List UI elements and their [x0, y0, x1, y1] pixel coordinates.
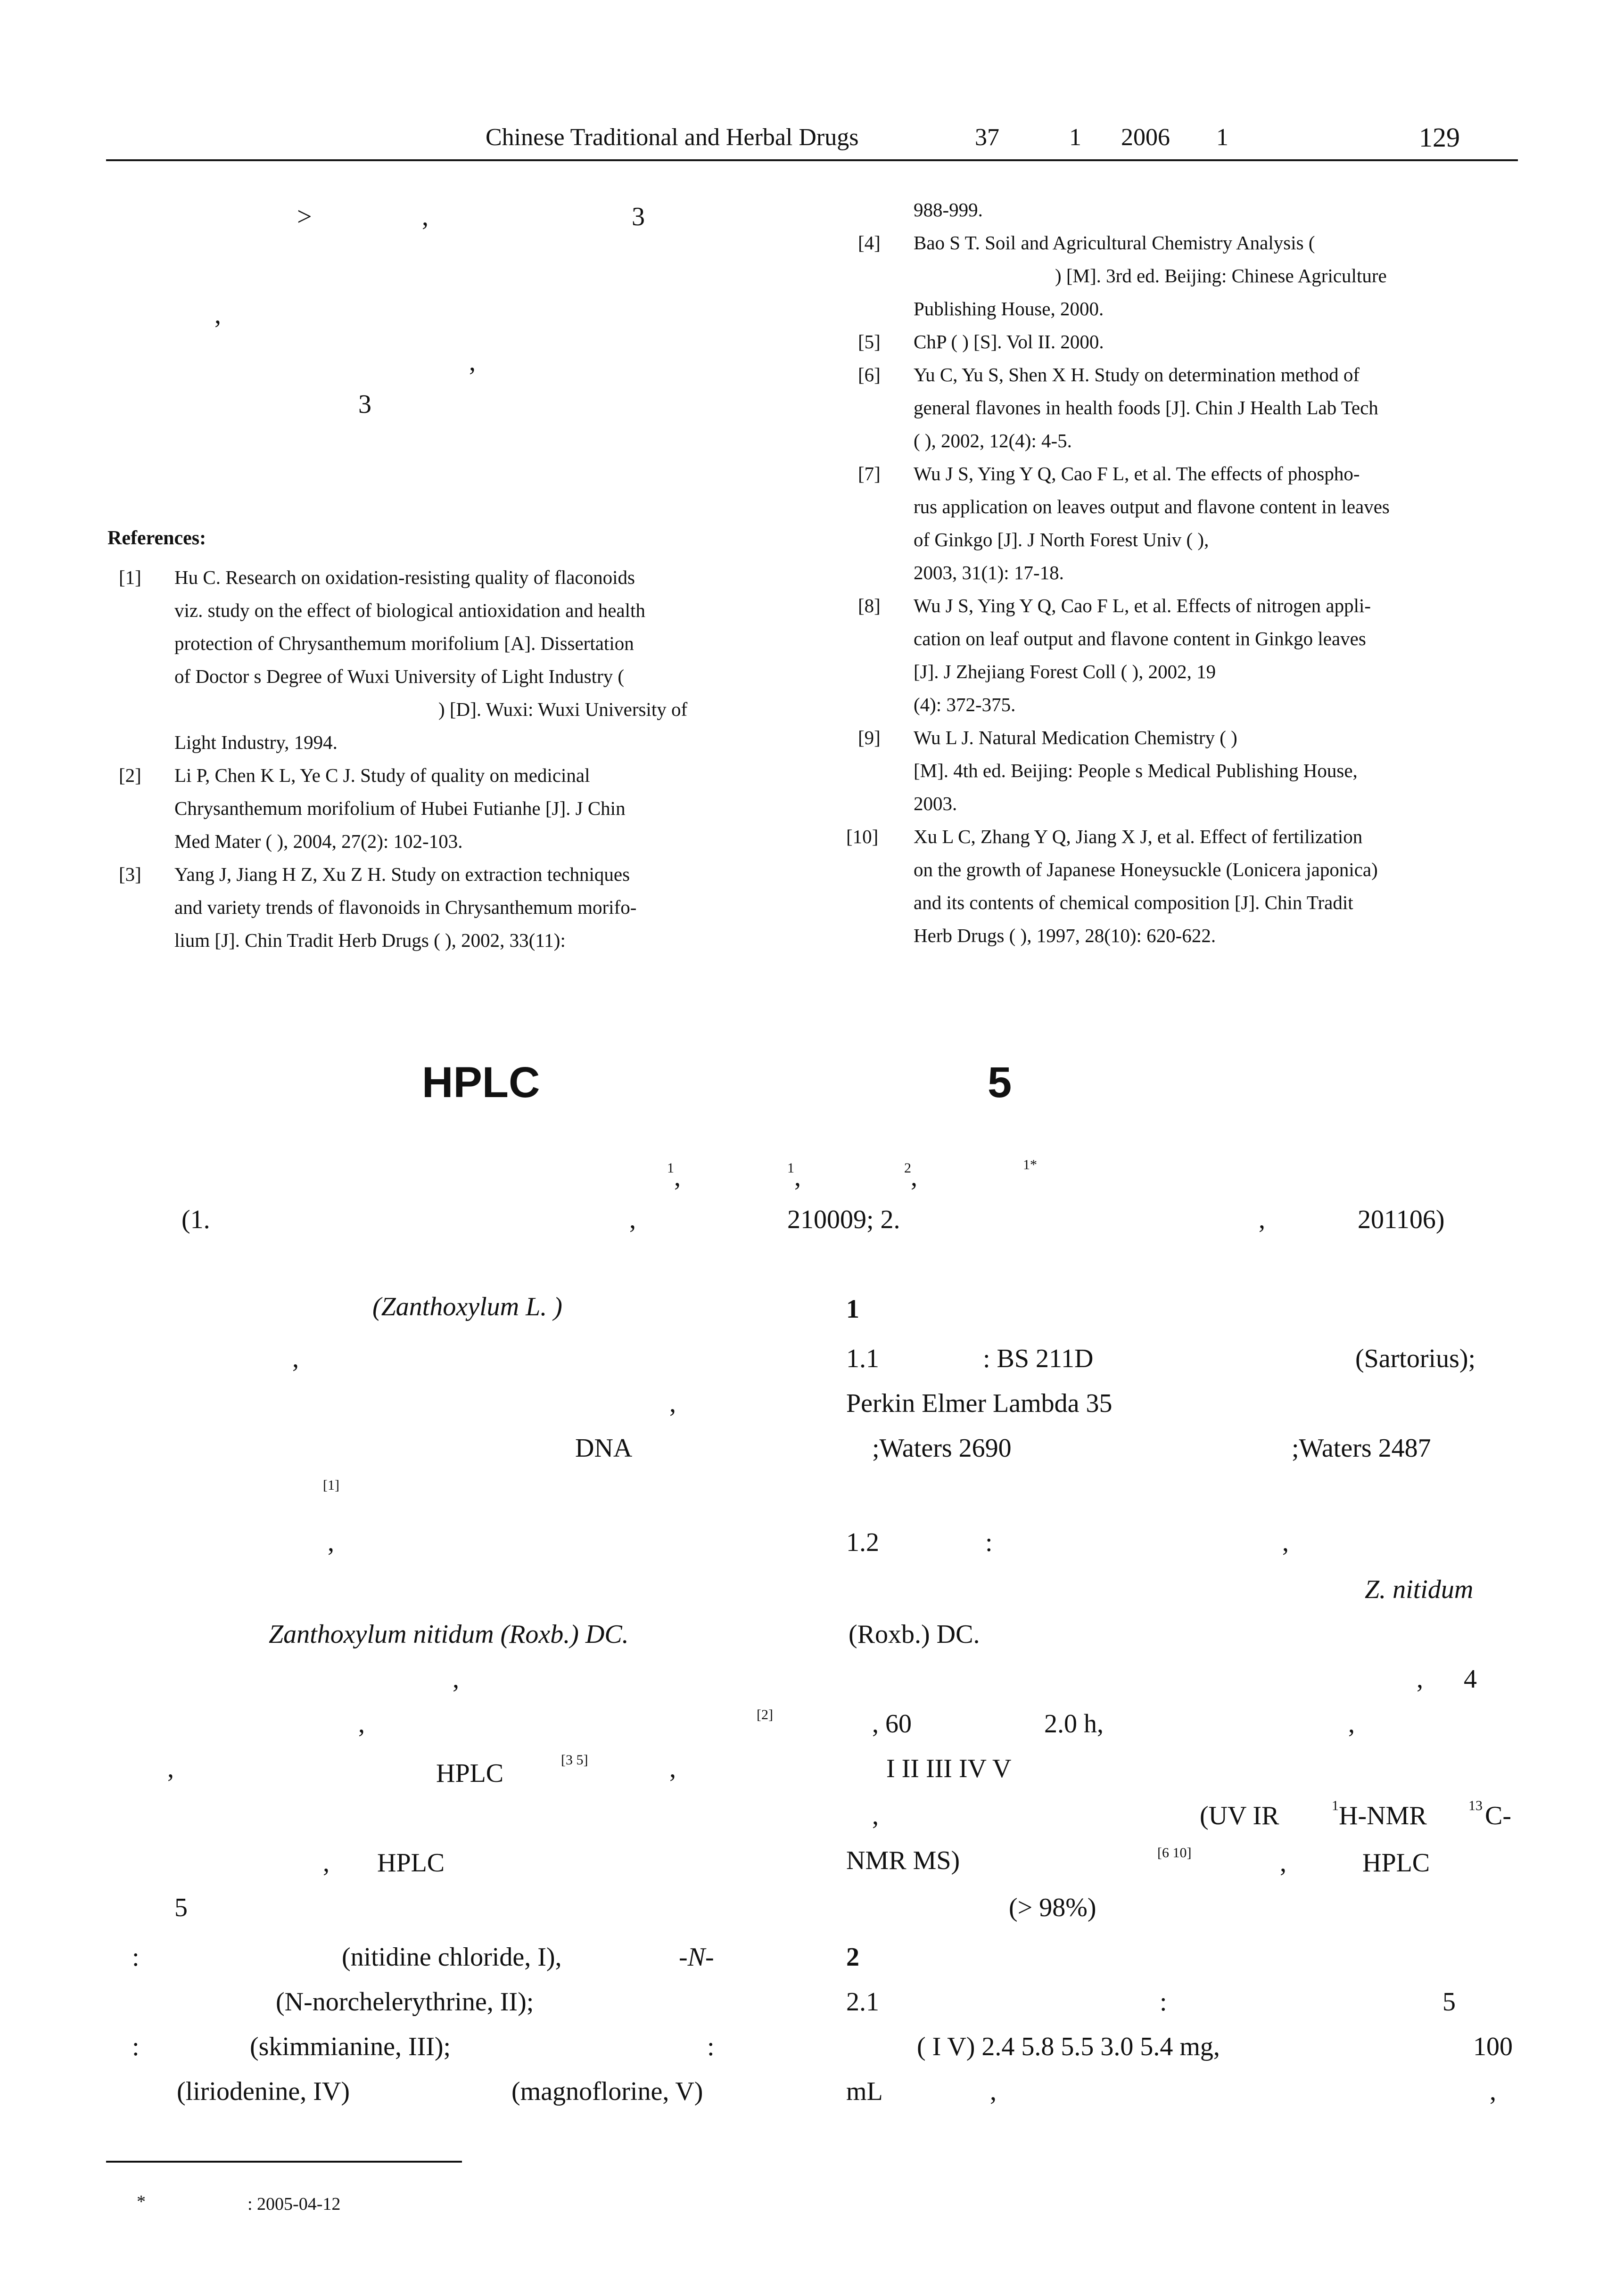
text-fragment: 3	[632, 202, 645, 231]
body-text: Zanthoxylum nitidum (Roxb.) DC.	[269, 1620, 629, 1649]
reference-8	[858, 589, 1518, 721]
reference-line: Yang J, Jiang H Z, Xu Z H. Study on extraction techniques	[174, 863, 630, 885]
body-text: (magnoflorine, V)	[511, 2077, 703, 2106]
body-text: Perkin Elmer Lambda 35	[846, 1389, 1113, 1418]
text-fragment: ,	[214, 300, 221, 329]
body-text: HPLC	[1362, 1848, 1430, 1878]
reference-line: Xu L C, Zhang Y Q, Jiang X J, et al. Effect of fertilization	[914, 826, 1363, 847]
affiliation: 210009; 2.	[787, 1205, 900, 1234]
body-text: (liriodenine, IV)	[177, 2077, 350, 2106]
body-text: ,	[990, 2077, 997, 2106]
body-text: ,	[328, 1528, 334, 1557]
body-text: -N-	[679, 1943, 714, 1972]
affiliation: (1.	[181, 1205, 210, 1234]
article-title-number: 5	[988, 1058, 1012, 1107]
body-text: HPLC	[377, 1848, 445, 1878]
affiliation: ,	[629, 1205, 636, 1234]
body-text: ,	[292, 1344, 299, 1373]
reference-line: ( ), 2002, 12(4): 4-5.	[914, 430, 1072, 451]
author-separator: ,	[911, 1163, 917, 1192]
footnote-date: : 2005-04-12	[247, 2194, 341, 2214]
reference-line: 2003, 31(1): 17-18.	[914, 562, 1064, 583]
reference-number: [2]	[119, 764, 141, 786]
footnote-rule	[106, 2161, 462, 2163]
reference-3	[119, 858, 788, 957]
body-text: ,	[1490, 2077, 1496, 2106]
reference-line: 988-999.	[914, 199, 983, 221]
body-text: (Sartorius);	[1355, 1344, 1476, 1373]
body-text: C-	[1485, 1801, 1511, 1830]
body-text: ,	[1417, 1665, 1423, 1694]
reference-line: ) [D]. Wuxi: Wuxi University of	[438, 698, 688, 720]
reference-line: [M]. 4th ed. Beijing: People s Medical Publishing House,	[914, 760, 1358, 781]
text-fragment: >	[297, 202, 312, 231]
reference-number: [1]	[119, 566, 141, 588]
body-text: ,	[167, 1754, 174, 1783]
author-separator: ,	[674, 1163, 681, 1192]
body-text: 1.1	[846, 1344, 879, 1373]
reference-6	[858, 358, 1518, 457]
reference-line: protection of Chrysanthemum morifolium [A]. Dissertation	[174, 632, 634, 654]
body-text: :	[985, 1528, 993, 1557]
issue-number: 1	[1069, 124, 1081, 151]
superscript: 13	[1468, 1798, 1483, 1813]
body-text: NMR MS)	[846, 1846, 960, 1875]
reference-line: Wu J S, Ying Y Q, Cao F L, et al. The effects of phospho-	[914, 463, 1360, 484]
superscript: 1	[1332, 1798, 1339, 1813]
body-text: ,	[453, 1665, 459, 1694]
section-heading: 2	[846, 1943, 859, 1972]
body-text: ,	[323, 1848, 330, 1878]
affiliation: ,	[1259, 1205, 1265, 1234]
citation-mark: [2]	[757, 1707, 773, 1722]
header-rule	[106, 159, 1518, 161]
body-text: mL	[846, 2077, 883, 2106]
reference-line: and its contents of chemical composition [J]. Chin Tradit	[914, 892, 1353, 913]
reference-line: lium [J]. Chin Tradit Herb Drugs ( ), 2002, 33(11):	[174, 929, 566, 951]
references-heading: References:	[107, 527, 206, 549]
volume-number: 37	[975, 124, 999, 151]
text-fragment: 3	[358, 390, 371, 419]
reference-line: Chrysanthemum morifolium of Hubei Futianhe [J]. J Chin	[174, 797, 626, 819]
reference-line: Li P, Chen K L, Ye C J. Study of quality on medicinal	[174, 764, 590, 786]
body-text: 4	[1464, 1665, 1477, 1694]
body-text: ;Waters 2487	[1292, 1434, 1431, 1463]
body-text: ,	[358, 1709, 365, 1738]
reference-line: on the growth of Japanese Honeysuckle (Lonicera japonica)	[914, 859, 1378, 880]
reference-line: Med Mater ( ), 2004, 27(2): 102-103.	[174, 830, 463, 852]
reference-line: cation on leaf output and flavone content in Ginkgo leaves	[914, 628, 1366, 649]
reference-line: Bao S T. Soil and Agricultural Chemistry Analysis (	[914, 232, 1315, 254]
text-fragment: ,	[422, 202, 429, 231]
body-text: ,	[872, 1801, 879, 1830]
reference-number: [7]	[858, 463, 881, 484]
reference-4	[858, 226, 1518, 325]
citation-mark: [1]	[323, 1477, 339, 1493]
reference-line: ChP ( ) [S]. Vol II. 2000.	[914, 331, 1104, 353]
reference-10	[846, 820, 1518, 952]
reference-line: Wu L J. Natural Medication Chemistry ( )	[914, 727, 1237, 748]
author-separator: ,	[794, 1163, 801, 1192]
journal-name: Chinese Traditional and Herbal Drugs	[486, 124, 859, 151]
body-text: (> 98%)	[1009, 1893, 1096, 1922]
author-affiliation-mark: 1	[787, 1160, 794, 1176]
reference-line: [J]. J Zhejiang Forest Coll ( ), 2002, 19	[914, 661, 1216, 682]
body-text: ,	[1282, 1528, 1289, 1557]
reference-7	[858, 457, 1518, 589]
reference-line: of Doctor s Degree of Wuxi University of Light Industry (	[174, 665, 625, 687]
body-text: 100	[1473, 2032, 1513, 2061]
body-text: :	[1160, 1987, 1167, 2017]
reference-number: [3]	[119, 863, 141, 885]
reference-line: and variety trends of flavonoids in Chrysanthemum morifo-	[174, 896, 637, 918]
reference-line: viz. study on the effect of biological antioxidation and health	[174, 599, 645, 621]
reference-5	[858, 325, 1518, 358]
reference-number: [6]	[858, 364, 881, 385]
reference-line: rus application on leaves output and flavone content in leaves	[914, 496, 1390, 517]
body-text: (N-norchelerythrine, II);	[276, 1987, 534, 2017]
reference-line: Yu C, Yu S, Shen X H. Study on determination method of	[914, 364, 1360, 385]
body-text: (Roxb.) DC.	[849, 1620, 980, 1649]
reference-number: [5]	[858, 331, 881, 353]
reference-line: general flavones in health foods [J]. Chin J Health Lab Tech	[914, 397, 1378, 418]
body-text: :	[132, 2032, 140, 2061]
body-text: 5	[174, 1893, 188, 1922]
body-text: (UV IR	[1200, 1801, 1279, 1830]
body-text: ( I V) 2.4 5.8 5.5 3.0 5.4 mg,	[917, 2032, 1220, 2061]
body-text: H-NMR	[1339, 1801, 1427, 1830]
reference-1	[119, 561, 788, 759]
body-text: ,	[1348, 1709, 1355, 1738]
author-affiliation-mark: 1	[667, 1160, 674, 1176]
body-text: :	[707, 2032, 715, 2061]
reference-9	[858, 721, 1518, 820]
text-fragment: ,	[469, 347, 476, 377]
body-text: ,	[669, 1389, 676, 1418]
reference-line: Publishing House, 2000.	[914, 298, 1104, 320]
body-text: , 60	[872, 1709, 912, 1738]
body-text: ;Waters 2690	[872, 1434, 1012, 1463]
section-heading: 1	[846, 1295, 859, 1324]
reference-2	[119, 759, 788, 858]
body-text: 2.0 h,	[1044, 1709, 1104, 1738]
reference-number: [8]	[858, 595, 881, 616]
reference-line: Light Industry, 1994.	[174, 731, 338, 753]
body-text: 1.2	[846, 1528, 879, 1557]
reference-line: ) [M]. 3rd ed. Beijing: Chinese Agriculture	[1055, 265, 1387, 287]
body-text: I II III IV V	[886, 1754, 1012, 1783]
body-text: (Zanthoxylum L. )	[372, 1292, 562, 1321]
month: 1	[1216, 124, 1228, 151]
page-number: 129	[1419, 122, 1460, 153]
body-text: : BS 211D	[983, 1344, 1094, 1373]
citation-mark: [3 5]	[561, 1752, 588, 1768]
body-text: Z. nitidum	[1365, 1575, 1474, 1604]
reference-line: (4): 372-375.	[914, 694, 1016, 715]
author-affiliation-mark: 1*	[1023, 1157, 1037, 1173]
citation-mark: [6 10]	[1157, 1845, 1192, 1861]
body-text: 5	[1442, 1987, 1456, 2017]
body-text: :	[132, 1943, 140, 1972]
reference-number: [10]	[846, 826, 879, 847]
body-text: ,	[1280, 1848, 1286, 1878]
reference-line: Herb Drugs ( ), 1997, 28(10): 620-622.	[914, 925, 1216, 946]
article-title-hplc: HPLC	[422, 1058, 540, 1107]
year: 2006	[1121, 124, 1170, 151]
reference-line: 2003.	[914, 793, 957, 814]
body-text: (skimmianine, III);	[250, 2032, 451, 2061]
author-affiliation-mark: 2	[904, 1160, 911, 1176]
reference-3-continued	[858, 193, 1518, 226]
body-text: ,	[669, 1754, 676, 1783]
reference-number: [4]	[858, 232, 881, 254]
body-text: (nitidine chloride, I),	[342, 1943, 562, 1972]
body-text: 2.1	[846, 1987, 879, 2017]
footnote-mark: *	[137, 2192, 146, 2212]
body-text: DNA	[575, 1434, 633, 1463]
reference-line: of Ginkgo [J]. J North Forest Univ ( ),	[914, 529, 1209, 550]
body-text: HPLC	[436, 1759, 504, 1788]
reference-number: [9]	[858, 727, 881, 748]
reference-line: Wu J S, Ying Y Q, Cao F L, et al. Effects of nitrogen appli-	[914, 595, 1371, 616]
reference-line: Hu C. Research on oxidation-resisting quality of flaconoids	[174, 566, 635, 588]
affiliation: 201106)	[1358, 1205, 1445, 1234]
